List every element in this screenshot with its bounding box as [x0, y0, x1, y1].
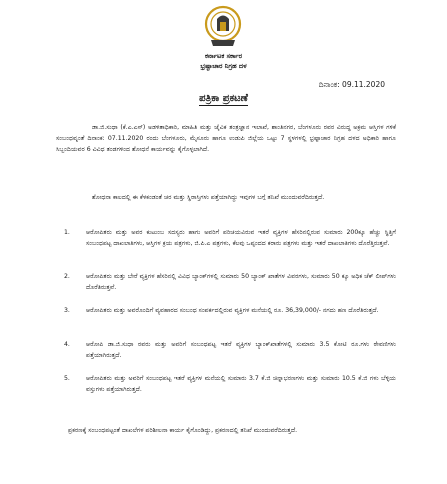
list-item-text: ಆರೋಪಿತರು ಮತ್ತು ಅವರ ಕುಟುಂಬ ಸದಸ್ಯರು ಹಾಗು ಅವರಿಗೆ ಪರಿಚಯವಿರುವ ಇತರೆ ವ್ಯಕ್ತಿಗಳ ಹೆಸರಿನಲ್ಲಿರುವ ಸುಮಾರು 200ಕ್ಕೂ ಹೆಚ್ಚು ಸ್ಥಿತ್ತಿಗೆ ಸಂಬಂಧಪಟ್ಟ ದಾಖಲಾತಿಗಳು, ಆಸ್ತಿಗಳ ಕ್ರಯ ಪತ್ರಗಳು, ಜಿ.ಪಿ.ಎ ಪತ್ರಗಳು, ಕೆಲವು ಒಪ್ಪಂದದ ಕರಾರು ಪತ್ರಗಳು ಮತ್ತು ಇತರೆ ದಾಖಲಾತಿಗಳು ದೊರೆತ್ತಿರುತ್ತವೆ. [86, 229, 396, 247]
list-item-number: 1. [64, 229, 70, 236]
list-item-number: 5. [64, 375, 70, 382]
list-item-number: 4. [64, 341, 70, 348]
list-item-text: ಆರೋಪಿತರು ಮತ್ತು ಅವರಿಗೆ ಸಂಬಂಧಪಟ್ಟ ಇತರೆ ವ್ಯಕ್ತಿಗಳ ಮನೆಯಲ್ಲಿ ಸುಮಾರು 3.7 ಕೆ.ಜಿ ಚಿನ್ನಾಭರಣಗಳು ಮತ್ತು ಸುಮಾರು 10.5 ಕೆ.ಜಿ ಗಳು ಬೆಳ್ಳಿಯ ವಸ್ತುಗಳು ಪತ್ತೆಯಾಗಿರುತ್ತದೆ. [86, 375, 396, 393]
page-title [0, 93, 447, 104]
org-department: ಭ್ರಷ್ಟಾಚಾರ ನಿಗ್ರಹ ದಳ [200, 62, 247, 70]
list-item-text: ಆರೋಪಿತರು ಮತ್ತು ಅವರೊಂದಿಗೆ ವ್ಯವಹಾರದ ಸಂಬಂಧ ಸಂಪರ್ಕದಲ್ಲಿರುವ ವ್ಯಕ್ತಿಗಳ ಮನೆಯಲ್ಲಿ ರೂ. 36,39,000/- ನಗದು ಹಣ ದೊರೆತಿರುತ್ತದೆ. [86, 307, 379, 314]
karnataka-emblem-icon [203, 4, 243, 50]
page-title-text: ಪತ್ರಿಕಾ ಪ್ರಕಟಣೆ [199, 93, 248, 104]
org-name: ಕರ್ನಾಟಕ ಸರ್ಕಾರ [204, 52, 243, 60]
closing-paragraph: ಪ್ರಕರಣಕ್ಕೆ ಸಂಬಂಧಪಟ್ಟಂತೆ ದಾಖಲೆಗಳ ಪರಿಶೀಲನಾ ಕಾರ್ಯ ಕೈಗೊಂಡಿದ್ದು, ಪ್ರಕರಣದಲ್ಲಿ ತನಿಖೆ ಮುಂದುವರೆದಿರುತ್ತದೆ. [68, 427, 298, 434]
findings-lead-paragraph: ಶೋಧನಾ ಕಾಲದಲ್ಲಿ ಈ ಕೆಳಕಂಡಂತೆ ಚರ ಮತ್ತು ಸ್ಥಿರಾಸ್ತಿಗಳು ಪತ್ತೆಯಾಗಿದ್ದು ಇವುಗಳ ಬಗ್ಗೆ ತನಿಖೆ ಮುಂದುವರೆದಿರುತ್ತದೆ. [92, 194, 325, 201]
list-item-text: ಆರೋಪಿ ಡಾ.ಜಿ.ಸುಧಾ ರವರು ಮತ್ತು ಅವರಿಗೆ ಸಂಬಂಧಪಟ್ಟ ಇತರೆ ವ್ಯಕ್ತಿಗಳ ಬ್ಯಾಂಕ್‌ಖಾತೆಗಳಲ್ಲಿ ಸುಮಾರು 3.5 ಕೋಟಿ ರೂ.ಗಳು ಠೇವಣಿಗಳು ಪತ್ತೆಯಾಗಿರುತ್ತದೆ. [86, 341, 396, 359]
list-item-number: 2. [64, 273, 70, 280]
intro-paragraph: ಡಾ.ಜಿ.ಸುಧಾ (ಕೆ.ಎ.ಎಸ್) ಅಡಳಿತಾಧಿಕಾರಿ, ಮಾಹಿತಿ ಮತ್ತು ಜೈವಿಕ ತಂತ್ರಜ್ಞಾನ ಇಲಾಖೆ, ಶಾಂತಿನಗರ, ಬೆಂಗಳೂರು ರವರ ವಿರುದ್ಧ ಅಕ್ರಮ ಆಸ್ತಿಗಳ ಗಳಿಕೆ ಸಂಬಂಧವೃಂತೆ ದಿನಾಂಕ: 07.11.2020 ರಂದು ಬೆಂಗಳೂರು, ಮೈಸೂರು ಹಾಗೂ ಉಡುಪಿ ಜಿಲ್ಲೆಯ ಒಟ್ಟು 7 ಸ್ಥಳಗಳಲ್ಲಿ ಭ್ರಷ್ಟಾಚಾರ ನಿಗ್ರಹ ದಳದ ಅಧಿಕಾರಿ ಹಾಗೂ ಸಿಬ್ಬಂದಿಯವರ 6 ವಿವಿಧ ತಂಡಗಳಿಂದ ಶೋಧನೆ ಕಾರ್ಯವನ್ನು ಕೈಗೊಳ್ಳಲಾಗಿದೆ. [56, 124, 396, 153]
list-item-number: 3. [64, 307, 70, 314]
list-item-text: ಆರೋಪಿತರು ಮತ್ತು ಬೇರೆ ವ್ಯಕ್ತಿಗಳ ಹೆಸರಿನಲ್ಲಿ ವಿವಿಧ ಬ್ಯಾಂಕ್‌ಗಳಲ್ಲಿ ಸುಮಾರು 50 ಬ್ಯಾಂಕ್ ಖಾತೆಗಳ ವಿವರಗಳು, ಸುಮಾರು 50 ಕ್ಕೂ ಅಧಿಕ ಚೆಕ್ ಲೀಪ್‌ಗಳು ದೊರೆತಿರುತ್ತವೆ. [86, 273, 396, 291]
release-date: ದಿನಾಂಕ: 09.11.2020 [318, 80, 385, 89]
